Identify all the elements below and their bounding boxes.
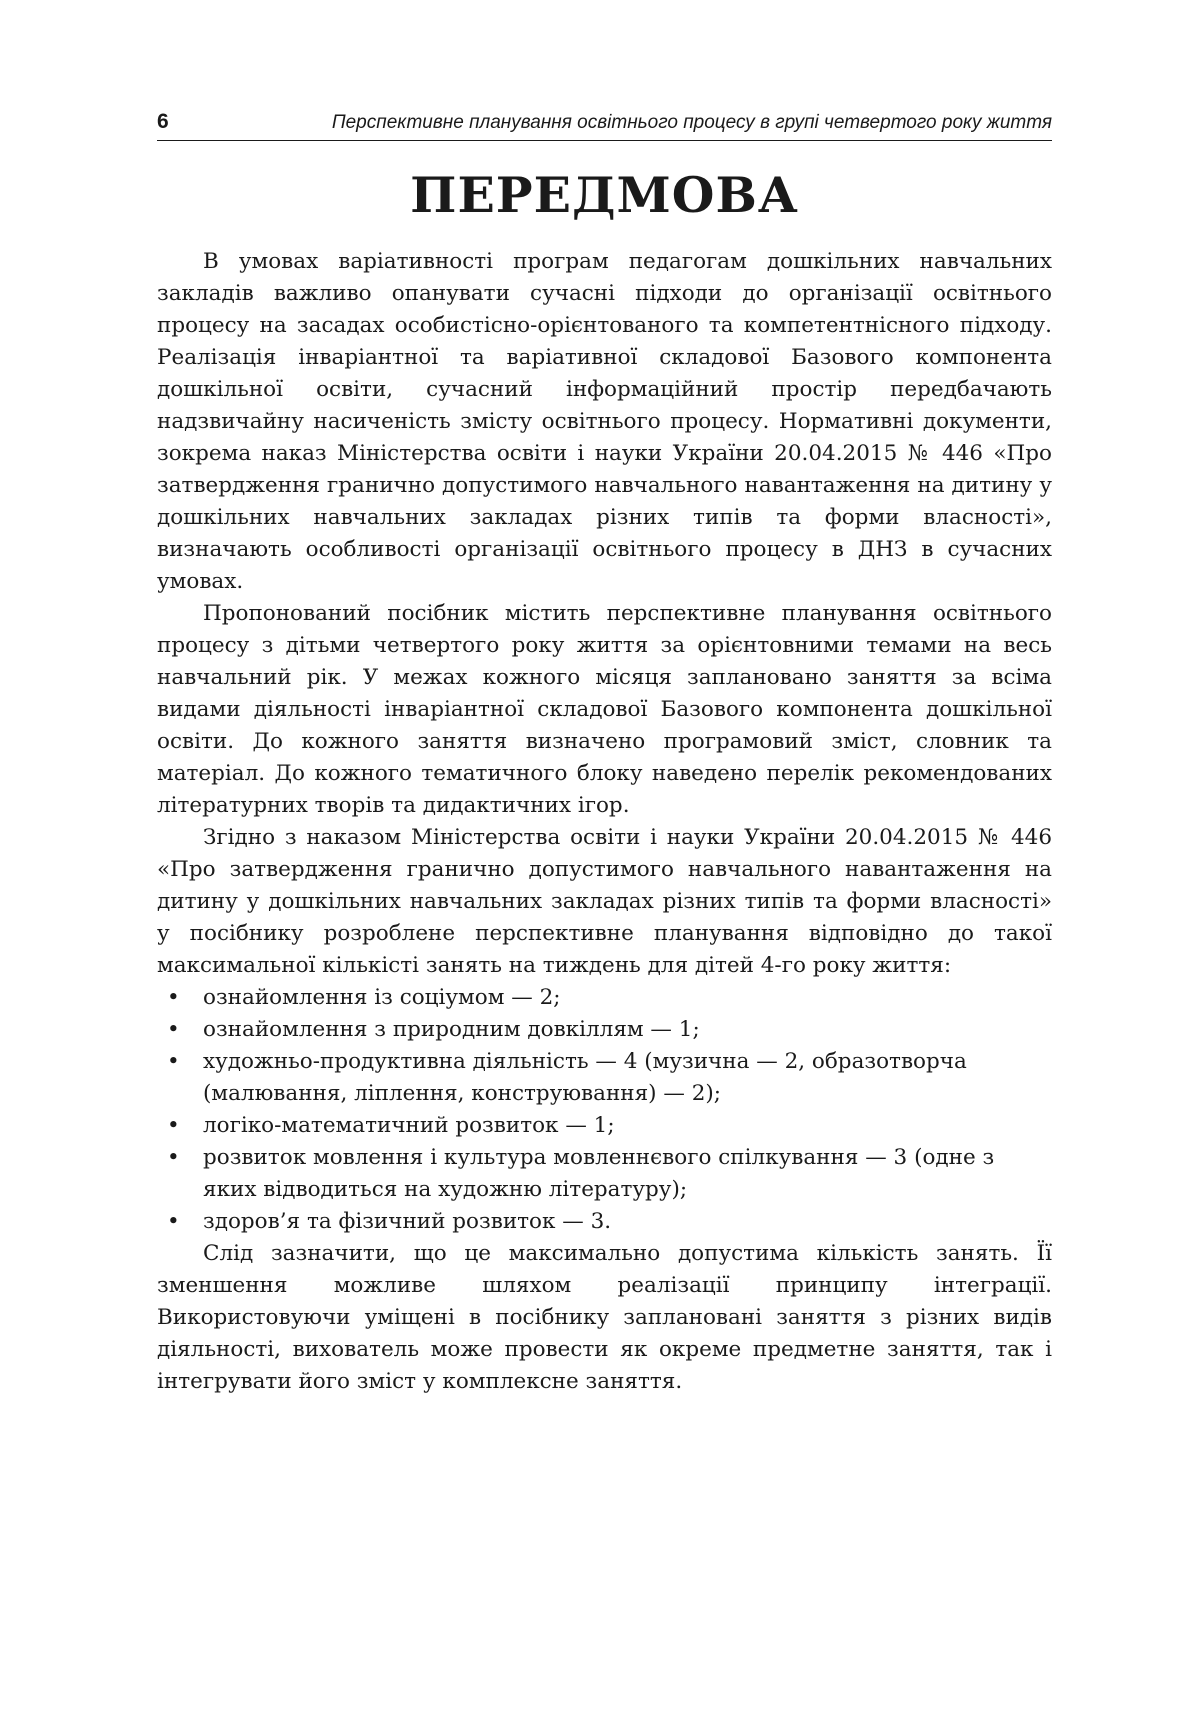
paragraph-2: Пропонований посібник містить перспективне планування освітнього процесу з дітьми четвертого року життя за орієнтовними темами на весь навчальний рік. У межах кожного місяця заплановано заняття за всіма видами діяльності інваріантної складової Базового компонента дошкільної освіти. До кожного заняття визначено програмовий зміст, словник та матеріал. До кожного тематичного блоку наведено перелік рекомендованих літературних творів та дидактичних ігор. bbox=[157, 601, 1052, 818]
bullet-icon: • bbox=[167, 1049, 180, 1074]
bullet-icon: • bbox=[167, 1209, 180, 1234]
list-item bbox=[157, 982, 1052, 1014]
list-item-text: логіко-математичний розвиток — 1; bbox=[203, 1113, 615, 1138]
page-number: 6 bbox=[157, 110, 169, 133]
list-item-text: ознайомлення із соціумом — 2; bbox=[203, 985, 561, 1010]
bullet-icon: • bbox=[167, 985, 180, 1010]
list-item bbox=[157, 1206, 1052, 1238]
list-item bbox=[157, 1142, 1052, 1206]
running-title: Перспективне планування освітнього процесу в групі четвертого року життя bbox=[331, 112, 1052, 133]
page-header bbox=[157, 108, 1052, 141]
paragraph-1: В умовах варіативності програм педагогам дошкільних навчальних закладів важливо опанувати сучасні підходи до організації освітнього процесу на засадах особистісно-орієнтованого та компетентнісного підходу. Реалізація інваріантної та варіативної складової Базового компонента дошкільної освіти, сучасний інформаційний простір передбачають надзвичайну насиченість змісту освітнього процесу. Нормативні документи, зокрема наказ Міністерства освіти і науки України 20.04.2015 № 446 «Про затвердження гранично допустимого навчального навантаження на дитину у дошкільних навчальних закладах різних типів та форми власності», визначають особливості організації освітнього процесу в ДНЗ в сучасних умовах. bbox=[157, 249, 1052, 594]
list-item-text: ознайомлення з природним довкіллям — 1; bbox=[203, 1017, 700, 1042]
list-item-text: здоров’я та фізичний розвиток — 3. bbox=[203, 1209, 612, 1234]
body-text bbox=[157, 246, 1052, 1398]
list-item bbox=[157, 1014, 1052, 1046]
list-item bbox=[157, 1046, 1052, 1110]
bullet-icon: • bbox=[167, 1145, 180, 1170]
chapter-title: ПЕРЕДМОВА bbox=[410, 166, 799, 224]
closing-paragraph: Слід зазначити, що це максимально допустима кількість занять. Її зменшення можливе шляхом реалізації принципу інтеграції. Використовуючи уміщені в посібнику заплановані заняття з різних видів діяльності, вихователь може провести як окреме предметне заняття, так і інтегрувати його зміст у комплексне заняття. bbox=[157, 1241, 1052, 1394]
activity-list bbox=[157, 982, 1052, 1238]
bullet-icon: • bbox=[167, 1113, 180, 1138]
paragraph-3: Згідно з наказом Міністерства освіти і науки України 20.04.2015 № 446 «Про затвердження гранично допустимого навчального навантаження на дитину у дошкільних навчальних закладах різних типів та форми власності» у посібнику розроблене перспективне планування відповідно до такої максимальної кількісті занять на тиждень для дітей 4-го року життя: bbox=[157, 825, 1052, 978]
list-item-text: розвиток мовлення і культура мовленнєвого спілкування — 3 (одне з яких відводиться на художню літературу); bbox=[203, 1145, 995, 1202]
list-item-text: художньо-продуктивна діяльність — 4 (музична — 2, образотворча (малювання, ліплення, конструювання) — 2); bbox=[203, 1049, 967, 1106]
list-item bbox=[157, 1110, 1052, 1142]
bullet-icon: • bbox=[167, 1017, 180, 1042]
